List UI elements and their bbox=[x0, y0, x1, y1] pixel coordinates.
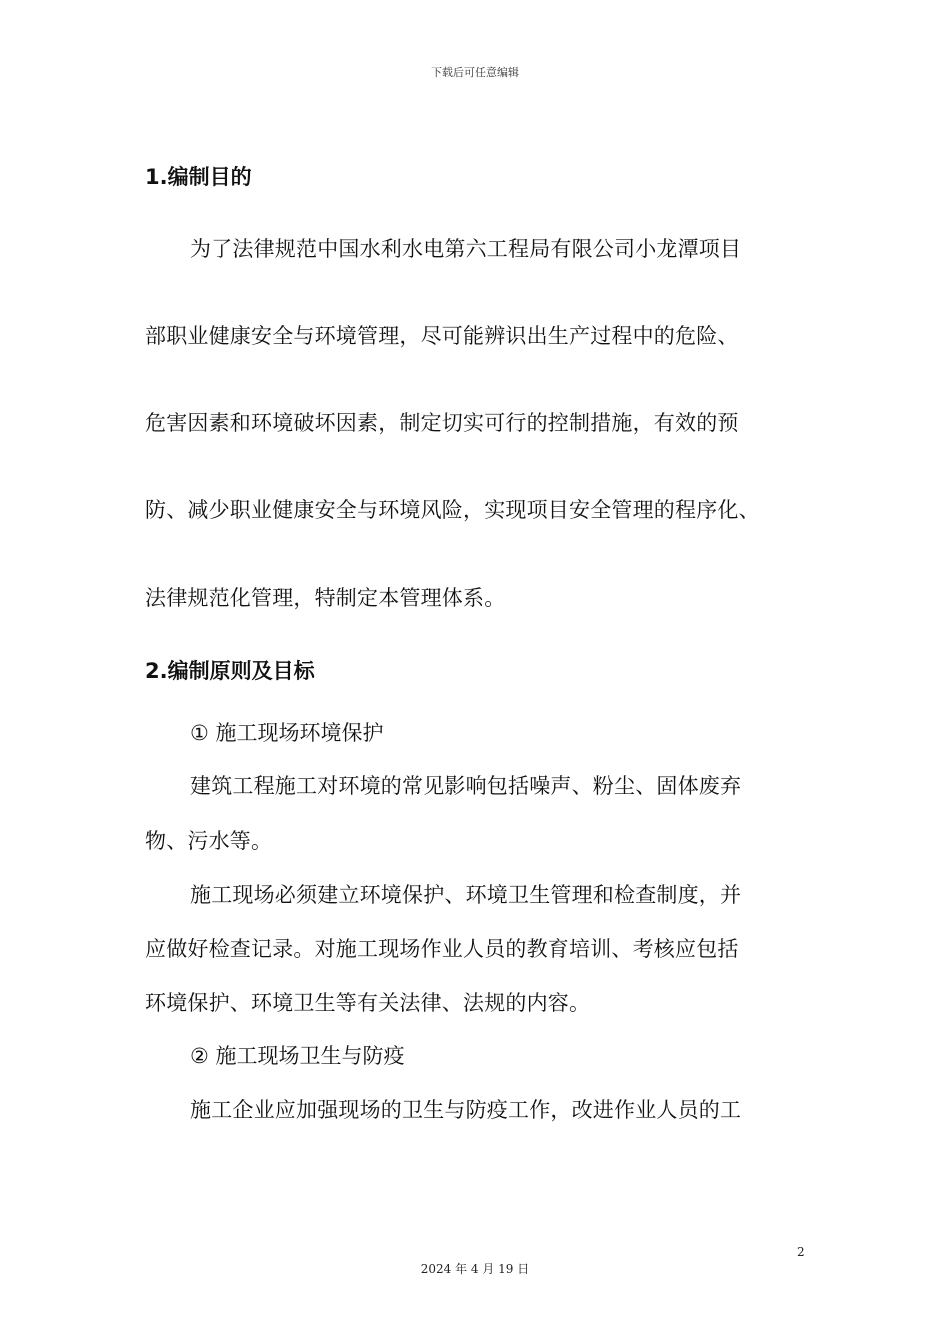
page-footer-date: 2024 年 4 月 19 日 bbox=[420, 1262, 530, 1276]
paragraph-line: 建筑工程施工对环境的常见影响包括噪声、粉尘、固体废弃 bbox=[190, 774, 742, 798]
paragraph-line: 施工现场必须建立环境保护、环境卫生管理和检查制度，并 bbox=[190, 883, 742, 907]
paragraph-line: 应做好检查记录。对施工现场作业人员的教育培训、考核应包括 bbox=[145, 937, 739, 961]
paragraph-line: 物、污水等。 bbox=[145, 829, 273, 853]
paragraph-line: 为了法律规范中国水利水电第六工程局有限公司小龙潭项目 bbox=[190, 237, 742, 261]
paragraph-line: 法律规范化管理，特制定本管理体系。 bbox=[145, 586, 506, 610]
section-heading-purpose: 1.编制目的 bbox=[145, 165, 252, 189]
page-header: 下载后可任意编辑 bbox=[431, 66, 519, 79]
paragraph-line: 环境保护、环境卫生等有关法律、法规的内容。 bbox=[145, 991, 591, 1015]
paragraph-line: 危害因素和环境破坏因素，制定切实可行的控制措施，有效的预 bbox=[145, 411, 739, 435]
paragraph-line: 防、减少职业健康安全与环境风险，实现项目安全管理的程序化、 bbox=[145, 498, 760, 522]
section-heading-principles: 2.编制原则及目标 bbox=[145, 659, 315, 683]
paragraph-line: 部职业健康安全与环境管理，尽可能辨识出生产过程中的危险、 bbox=[145, 324, 739, 348]
paragraph-line: 施工企业应加强现场的卫生与防疫工作，改进作业人员的工 bbox=[190, 1098, 742, 1122]
subsection-title-environment: ① 施工现场环境保护 bbox=[190, 721, 384, 745]
subsection-title-hygiene: ② 施工现场卫生与防疫 bbox=[190, 1044, 405, 1068]
page-number: 2 bbox=[797, 1245, 805, 1259]
